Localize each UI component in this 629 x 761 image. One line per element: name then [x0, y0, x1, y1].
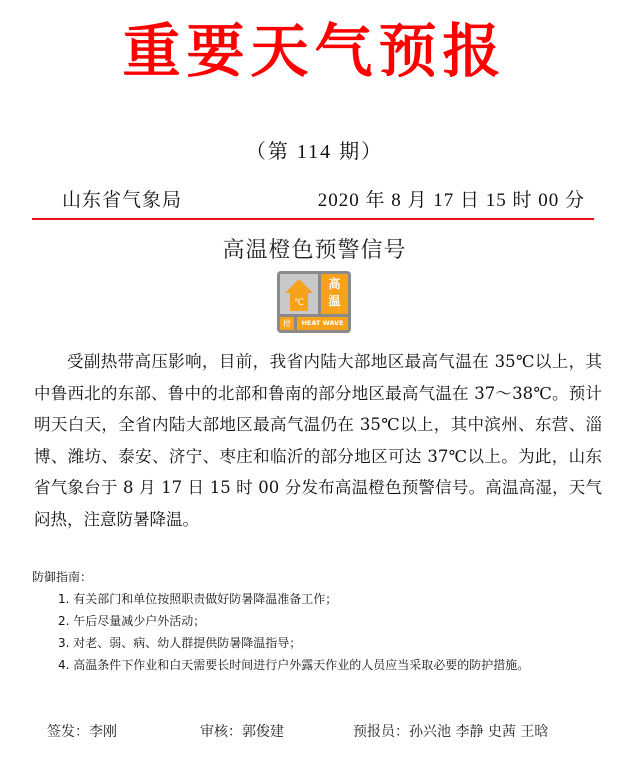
reviewed-by: 审核：郭俊建 [200, 724, 284, 740]
guide-item: 2. 午后尽量减少户外活动； [58, 614, 206, 628]
signal-char-2: 温 [328, 294, 341, 308]
guide-item: 4. 高温条件下作业和白天需要长时间进行户外露天作业的人员应当采取必要的防护措施。 [58, 658, 530, 672]
signal-icon-left-panel [280, 274, 318, 314]
svg-text:℃: ℃ [293, 298, 305, 308]
signal-title: 高温橙色预警信号 [222, 238, 407, 263]
signal-char-1: 高 [328, 277, 341, 291]
issue-datetime: 2020 年 8 月 17 日 15 时 00 分 [317, 190, 585, 211]
heat-wave-orange-signal-icon [277, 271, 351, 333]
issue-number: （第 114 期） [245, 141, 384, 163]
signal-level-badge: 橙 [280, 317, 294, 330]
warning-body [34, 346, 602, 535]
issued-by: 签发：李刚 [47, 724, 117, 740]
thermometer-house-icon [284, 278, 314, 312]
defense-guide [32, 566, 529, 676]
guide-item: 3. 对老、弱、病、幼人群提供防暑降温指导； [58, 636, 302, 650]
signal-icon-chars [321, 274, 348, 314]
warning-paragraph: 受副热带高压影响，目前，我省内陆大部地区最高气温在 35℃以上，其中鲁西北的东部、鲁中的北部和鲁南的部分地区最高气温在 37～38℃。预计明天白天，全省内陆大部地区最高气温仍在 35℃以上，其中滨州、东营、淄博、潍坊、泰安、济宁、枣庄和临沂的部分地区可达 37℃以上。为此，山东省气象台于 8 月 17 日 15 时 00 分发布高温橙色预警信号。高温高湿，天气闷热，注意防暑降温。 [34, 352, 602, 529]
masthead-title: 重要天气预报 [122, 17, 507, 85]
guide-list [32, 588, 529, 676]
forecasters: 预报员：孙兴池 李静 史茜 王晗 [353, 724, 549, 740]
issuing-organization: 山东省气象局 [62, 190, 183, 211]
guide-title: 防御指南： [32, 570, 93, 584]
guide-item: 1. 有关部门和单位按照职责做好防暑降温准备工作； [58, 592, 338, 606]
header-divider [32, 218, 594, 220]
signal-english-label: HEAT WAVE [297, 317, 348, 330]
